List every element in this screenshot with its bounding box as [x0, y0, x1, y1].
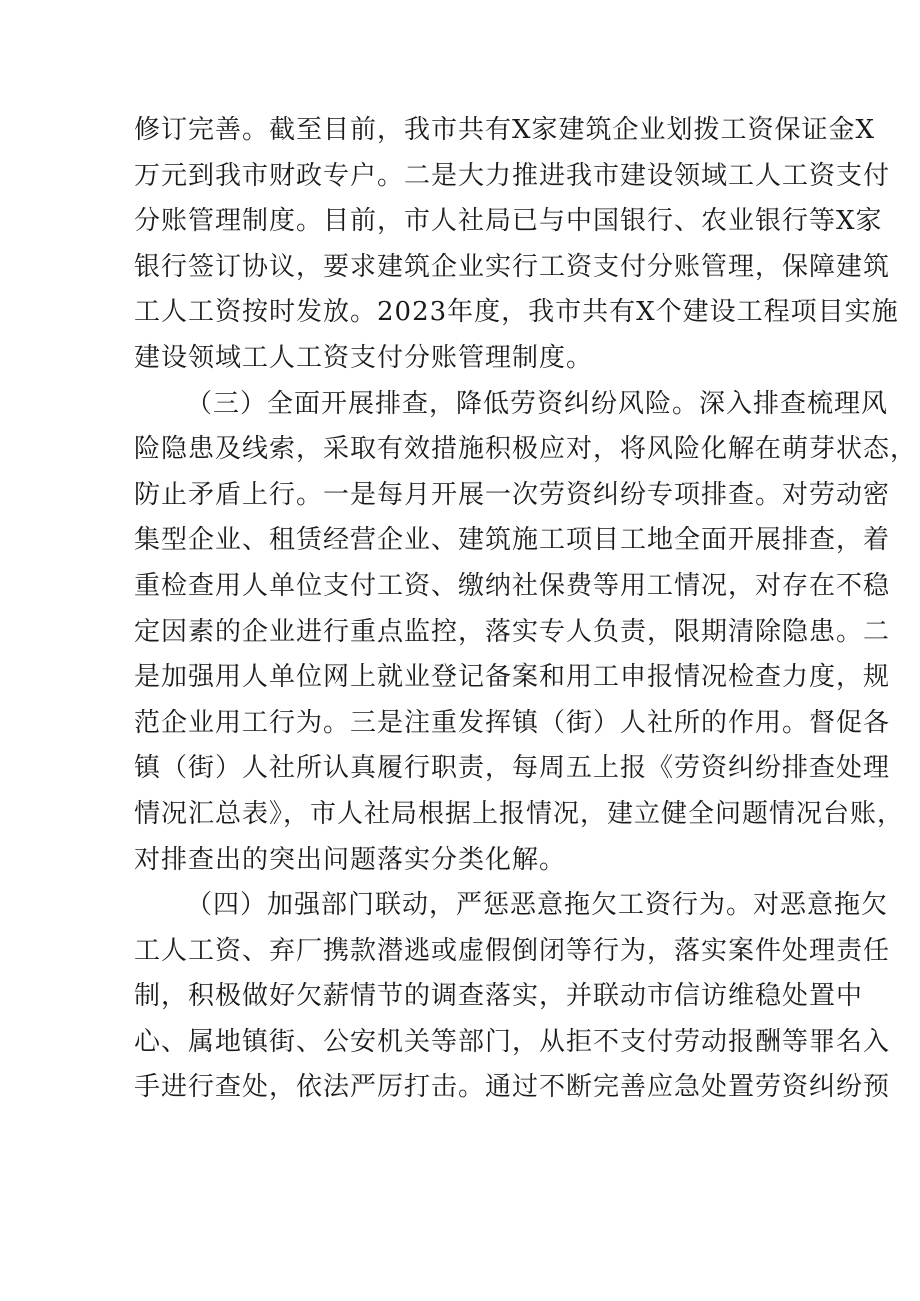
text-line: 防止矛盾上行。一是每月开展一次劳资纠纷专项排查。对劳动密 — [134, 479, 891, 510]
section-heading-line: （三）全面开展排查，降低劳资纠纷风险。深入排查梳理风 — [186, 388, 889, 419]
text-line: 工人工资、弃厂携款潜逃或虚假倒闭等行为，落实案件处理责任 — [134, 935, 891, 966]
text-line: 银行签订协议，要求建筑企业实行工资支付分账管理，保障建筑 — [134, 251, 891, 282]
text-line: 集型企业、租赁经营企业、建筑施工项目工地全面开展排查，着 — [134, 525, 891, 556]
section-heading-line: （四）加强部门联动，严惩恶意拖欠工资行为。对恶意拖欠 — [186, 890, 889, 921]
text-line: 定因素的企业进行重点监控，落实专人负责，限期清除隐患。二 — [134, 616, 891, 647]
text-line: 万元到我市财政专户。二是大力推进我市建设领域工人工资支付 — [134, 160, 891, 191]
text-line: 对排查出的突出问题落实分类化解。 — [134, 844, 567, 875]
text-line: 建设领域工人工资支付分账管理制度。 — [134, 342, 594, 373]
text-line: 情况汇总表》，市人社局根据上报情况，建立健全问题情况台账， — [134, 798, 905, 829]
text-line: 制，积极做好欠薪情节的调查落实，并联动市信访维稳处置中 — [134, 981, 864, 1012]
text-line: 镇（街）人社所认真履行职责，每周五上报《劳资纠纷排查处理 — [134, 753, 891, 784]
text-line: 分账管理制度。目前，市人社局已与中国银行、农业银行等X家 — [134, 206, 883, 237]
text-line: 险隐患及线索，采取有效措施积极应对，将风险化解在萌芽状态， — [134, 434, 918, 465]
text-line: 是加强用人单位网上就业登记备案和用工申报情况检查力度，规 — [134, 662, 891, 693]
text-line: 手进行查处，依法严厉打击。通过不断完善应急处置劳资纠纷预 — [134, 1072, 891, 1103]
text-line: 重检查用人单位支付工资、缴纳社保费等用工情况，对存在不稳 — [134, 570, 891, 601]
document-body — [134, 108, 918, 1111]
text-line: 范企业用工行为。三是注重发挥镇（街）人社所的作用。督促各 — [134, 707, 891, 738]
text-line: 修订完善。截至目前，我市共有X家建筑企业划拨工资保证金X — [134, 115, 876, 145]
text-line: 工人工资按时发放。2023年度，我市共有X个建设工程项目实施 — [134, 297, 899, 328]
text-line: 心、属地镇街、公安机关等部门，从拒不支付劳动报酬等罪名入 — [134, 1026, 891, 1057]
